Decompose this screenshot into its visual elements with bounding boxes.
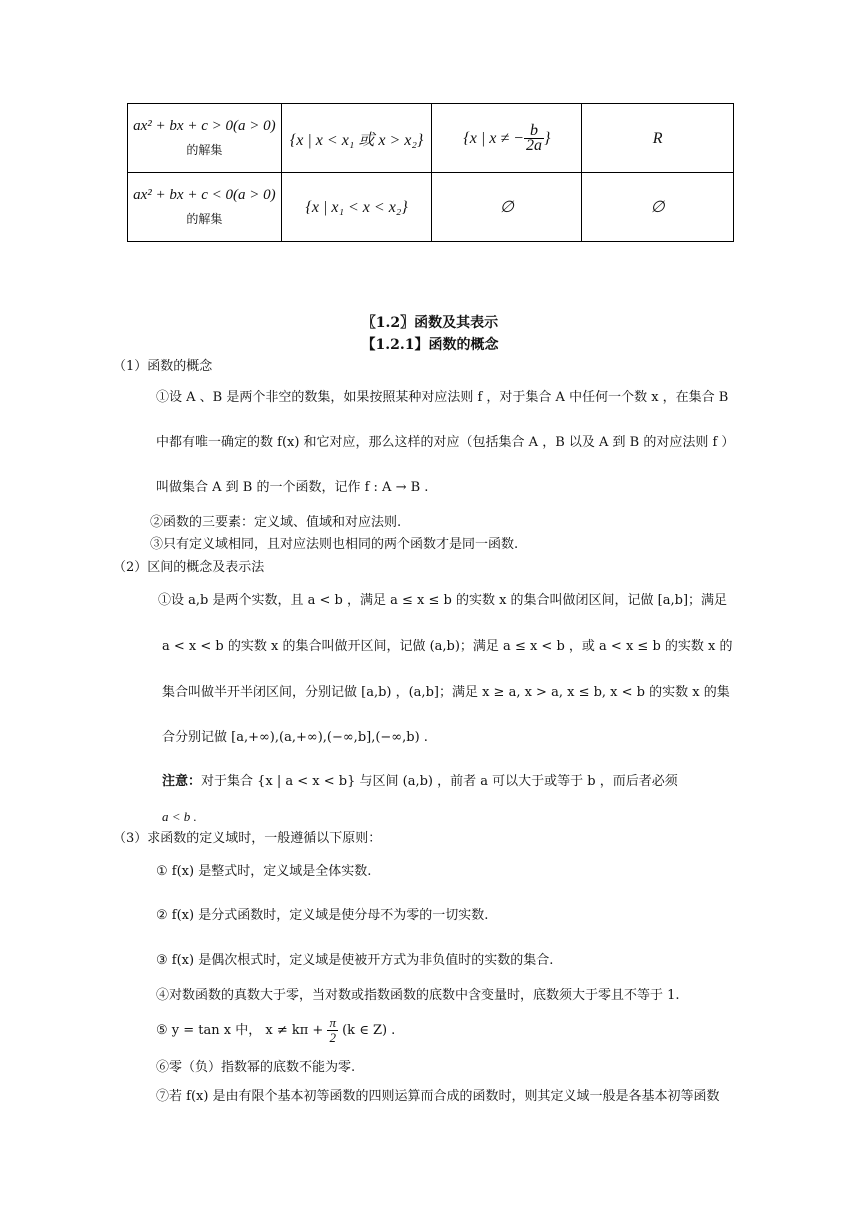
- fraction: $\frac{b}{2a}$: [525, 121, 542, 154]
- list-item-tan: ⑤ y = tan x 中， x ≠ kπ + $\frac{\pi}{2}$ (k ∈ Z) .: [156, 1015, 396, 1045]
- heading-interval-concept: （2）区间的概念及表示法: [113, 560, 265, 575]
- table-cell: {x | x ≠ − $\frac{b}{2a}$ }: [432, 104, 582, 173]
- list-item: ② f(x) 是分式函数时，定义域是使分母不为零的一切实数.: [156, 908, 489, 923]
- paragraph-line: ②函数的三要素：定义域、值域和对应法则.: [150, 515, 402, 530]
- solution-set-table: [127, 103, 734, 242]
- paragraph-line: ③只有定义域相同，且对应法则也相同的两个函数才是同一函数.: [150, 537, 519, 552]
- list-item: ⑥零（负）指数幂的底数不能为零.: [156, 1060, 356, 1075]
- table-cell-label: [128, 104, 282, 173]
- inequality-lt-label: ax² + bx + c < 0(a > 0): [133, 187, 276, 203]
- note-line-continued: a < b .: [162, 809, 197, 824]
- section-subtitle: 【1.2.1】函数的概念: [361, 337, 499, 353]
- list-item: ③ f(x) 是偶次根式时，定义域是使被开方式为非负值时的实数的集合.: [156, 953, 554, 968]
- table-cell: [432, 173, 582, 242]
- table-cell-label: [128, 173, 282, 242]
- paragraph-line: 中都有唯一确定的数 f(x) 和它对应，那么这样的对应（包括集合 A ，B 以及 A 到 B 的对应法则 f ）: [156, 435, 735, 450]
- empty-set-symbol: ∅: [499, 199, 514, 216]
- table-row: [128, 173, 734, 242]
- list-item: ① f(x) 是整式时，定义域是全体实数.: [156, 864, 372, 879]
- paragraph-line: a < x < b 的实数 x 的集合叫做开区间，记做 (a,b)；满足 a ≤ x < b ，或 a < x ≤ b 的实数 x 的: [162, 639, 733, 654]
- solution-set-caption: 的解集: [186, 212, 223, 226]
- paragraph-line: 合分别记做 [a,+∞),(a,+∞),(−∞,b],(−∞,b) .: [162, 730, 428, 745]
- section-title: 〖1.2〗函数及其表示: [361, 315, 499, 331]
- heading-function-concept: （1）函数的概念: [113, 359, 213, 374]
- table-cell: {x | x < x₁ 或 x > x₂}: [281, 104, 432, 173]
- table-cell: [582, 173, 734, 242]
- list-item: ④对数函数的真数大于零，当对数或指数函数的底数中含变量时，底数须大于零且不等于 1.: [156, 988, 680, 1003]
- table-cell: R: [582, 104, 734, 173]
- inequality-gt-label: ax² + bx + c > 0(a > 0): [133, 118, 276, 134]
- heading-domain-rules: （3）求函数的定义域时，一般遵循以下原则：: [113, 831, 382, 846]
- paragraph-line: 叫做集合 A 到 B 的一个函数，记作 f : A → B .: [156, 480, 429, 495]
- paragraph-line: ①设 A 、B 是两个非空的数集，如果按照某种对应法则 f ，对于集合 A 中任何一个数 x ，在集合 B: [156, 390, 729, 405]
- paragraph-line: ①设 a,b 是两个实数，且 a < b ，满足 a ≤ x ≤ b 的实数 x 的集合叫做闭区间，记做 [a,b]；满足: [158, 593, 728, 608]
- list-item: ⑦若 f(x) 是由有限个基本初等函数的四则运算而合成的函数时，则其定义域一般是各基本初等函数: [156, 1089, 720, 1104]
- fraction: $\frac{\pi}{2}$: [329, 1015, 336, 1045]
- paragraph-line: 集合叫做半开半闭区间，分别记做 [a,b) ，(a,b]；满足 x ≥ a, x > a, x ≤ b, x < b 的实数 x 的集: [162, 685, 730, 700]
- note-label: 注意：: [162, 774, 202, 789]
- empty-set-symbol: ∅: [650, 199, 665, 216]
- note-line: [162, 773, 678, 791]
- table-cell: {x | x₁ < x < x₂}: [281, 173, 432, 242]
- solution-set-caption: 的解集: [186, 143, 223, 157]
- note-text: 对于集合 {x | a < x < b} 与区间 (a,b) ，前者 a 可以大于或等于 b ，而后者必须: [201, 774, 678, 789]
- table-row: [128, 104, 734, 173]
